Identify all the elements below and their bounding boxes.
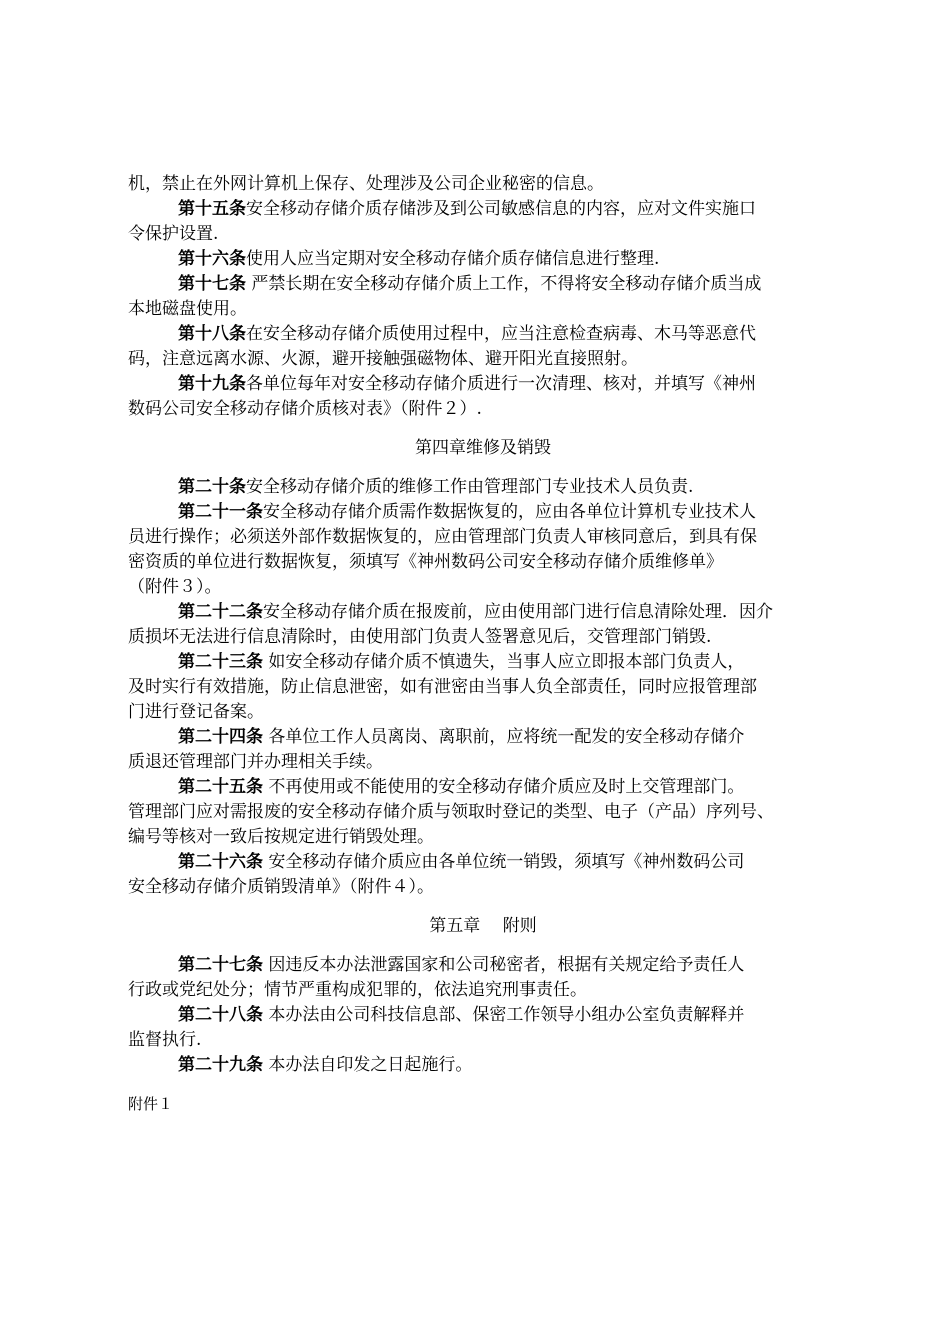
article-29: 第二十九条 本办法自印发之日起施行。 (178, 1055, 473, 1075)
article-number: 第二十二条 (178, 602, 263, 622)
chapter-4-heading: 第四章维修及销毁 (415, 438, 551, 458)
paragraph-line: 管理部门应对需报废的安全移动存储介质与领取时登记的类型、电子（产品）序列号、 (128, 802, 774, 822)
document-body (128, 172, 838, 1117)
article-27: 第二十七条 因违反本办法泄露国家和公司秘密者，根据有关规定给予责任人 (178, 955, 745, 975)
article-number: 第二十七条 (178, 955, 263, 975)
paragraph-line: 质退还管理部门并办理相关手续。 (128, 752, 383, 772)
article-17: 第十七条 严禁长期在安全移动存储介质上工作，不得将安全移动存储介质当成 (178, 274, 762, 294)
paragraph-line: 令保护设置. (128, 224, 219, 244)
paragraph-line: 行政或党纪处分；情节严重构成犯罪的，依法追究刑事责任。 (128, 980, 587, 1000)
article-number: 第十六条 (178, 249, 246, 269)
paragraph-line: 安全移动存储介质销毁清单》（附件４）。 (128, 877, 434, 897)
article-number: 第二十四条 (178, 727, 263, 747)
article-number: 第二十九条 (178, 1055, 263, 1075)
paragraph-line: 员进行操作；必须送外部作数据恢复的，应由管理部门负责人审核同意后，到具有保 (128, 527, 757, 547)
article-16: 第十六条使用人应当定期对安全移动存储介质存储信息进行整理. (178, 249, 660, 269)
article-number: 第二十条 (178, 477, 246, 497)
article-number: 第二十八条 (178, 1005, 263, 1025)
article-number: 第十八条 (178, 324, 246, 344)
paragraph-line: 编号等核对一致后按规定进行销毁处理。 (128, 827, 434, 847)
article-18: 第十八条在安全移动存储介质使用过程中，应当注意检查病毒、木马等恶意代 (178, 324, 756, 344)
article-number: 第二十三条 (178, 652, 263, 672)
article-24: 第二十四条 各单位工作人员离岗、离职前，应将统一配发的安全移动存储介 (178, 727, 745, 747)
article-19: 第十九条各单位每年对安全移动存储介质进行一次清理、核对，并填写《神州 (178, 374, 756, 394)
article-21: 第二十一条安全移动存储介质需作数据恢复的，应由各单位计算机专业技术人 (178, 502, 756, 522)
article-25: 第二十五条 不再使用或不能使用的安全移动存储介质应及时上交管理部门。 (178, 777, 745, 797)
paragraph-line: 机，禁止在外网计算机上保存、处理涉及公司企业秘密的信息。 (128, 174, 604, 194)
paragraph-line: 门进行登记备案。 (128, 702, 264, 722)
paragraph-line: 质损坏无法进行信息清除时，由使用部门负责人签署意见后，交管理部门销毁. (128, 627, 712, 647)
attachment-label: 附件１ (128, 1095, 174, 1113)
paragraph-line: 数码公司安全移动存储介质核对表》（附件２）. (128, 399, 482, 419)
paragraph-line: （附件３）。 (128, 577, 222, 597)
chapter-5-heading: 第五章 附则 (429, 916, 537, 936)
article-number: 第十五条 (178, 199, 246, 219)
article-number: 第二十六条 (178, 852, 263, 872)
paragraph-line: 码，注意远离水源、火源，避开接触强磁物体、避开阳光直接照射。 (128, 349, 638, 369)
article-number: 第十七条 (178, 274, 246, 294)
paragraph-line: 密资质的单位进行数据恢复，须填写《神州数码公司安全移动存储介质维修单》 (128, 552, 723, 572)
paragraph-line: 监督执行. (128, 1030, 202, 1050)
article-15: 第十五条安全移动存储介质存储涉及到公司敏感信息的内容，应对文件实施口 (178, 199, 756, 219)
article-23: 第二十三条 如安全移动存储介质不慎遗失，当事人应立即报本部门负责人， (178, 652, 745, 672)
article-number: 第二十一条 (178, 502, 263, 522)
paragraph-line: 本地磁盘使用。 (128, 299, 247, 319)
article-26: 第二十六条 安全移动存储介质应由各单位统一销毁，须填写《神州数码公司 (178, 852, 745, 872)
article-number: 第二十五条 (178, 777, 263, 797)
article-28: 第二十八条 本办法由公司科技信息部、保密工作领导小组办公室负责解释并 (178, 1005, 745, 1025)
article-number: 第十九条 (178, 374, 246, 394)
article-20: 第二十条安全移动存储介质的维修工作由管理部门专业技术人员负责. (178, 477, 694, 497)
paragraph-line: 及时实行有效措施，防止信息泄密，如有泄密由当事人负全部责任，同时应报管理部 (128, 677, 757, 697)
article-22: 第二十二条安全移动存储介质在报废前，应由使用部门进行信息清除处理．因介 (178, 602, 773, 622)
